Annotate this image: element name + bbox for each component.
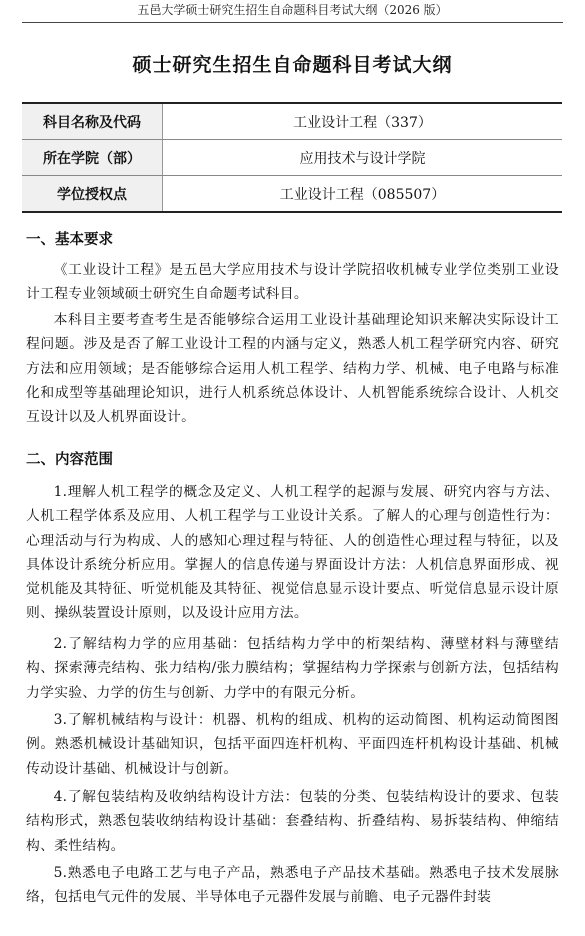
- info-label-degree: 学位授权点: [22, 176, 163, 213]
- document-title: 硕士研究生招生自命题科目考试大纲: [132, 54, 453, 76]
- info-label-subject: 科目名称及代码: [22, 103, 163, 140]
- info-row-subject: [22, 103, 562, 140]
- paragraph-item-5: 5.熟悉电子电路工艺与电子产品，熟悉电子产品技术基础。熟悉电子技术发展脉络，包括电气元件的发展、半导体电子元器件发展与前瞻、电子元器件封装: [26, 865, 559, 906]
- paragraph-item-4: 4.了解包装结构及收纳结构设计方法：包装的分类、包装结构设计的要求、包装结构形式，熟悉包装收纳结构设计基础：套叠结构、折叠结构、易拆装结构、伸缩结构、柔性结构。: [26, 789, 559, 854]
- running-header: 五邑大学硕士研究生招生自命题科目考试大纲（2026 版）: [22, 0, 563, 23]
- section-heading-basic-requirements: 一、基本要求: [26, 232, 113, 248]
- subject-info-table: [22, 102, 562, 213]
- paragraph-assessment-goals: 本科目主要考查考生是否能够综合运用工业设计基础理论知识来解决实际设计工程问题。涉及是否了解工业设计工程的内涵与定义，熟悉人机工程学研究内容、研究方法和应用领域；是否能够综合运用人机工程学、结构力学、机械、电子电路与标准化和成型等基础理论知识，进行人机系统总体设计、人机智能系统综合设计、人机交互设计以及人机界面设计。: [26, 312, 559, 426]
- info-row-college: [22, 140, 562, 176]
- info-row-degree: [22, 176, 562, 213]
- info-value-subject: 工业设计工程（337）: [163, 103, 563, 140]
- info-value-college: 应用技术与设计学院: [163, 140, 563, 176]
- paragraph-course-intro: 《工业设计工程》是五邑大学应用技术与设计学院招收机械专业学位类别工业设计工程专业领域硕士研究生自命题考试科目。: [26, 262, 559, 303]
- paragraph-item-1: 1.理解人机工程学的概念及定义、人机工程学的起源与发展、研究内容与方法、人机工程学体系及应用、人机工程学与工业设计关系。了解人的心理与创造性行为：心理活动与行为构成、人的感知心理过程与特征、人的创造性心理过程与特征，以及具体设计系统分析应用。掌握人的信息传递与界面设计方法：人机信息界面形成、视觉机能及其特征、听觉机能及其特征、视觉信息显示设计要点、听觉信息显示设计原则、操纵装置设计原则，以及设计应用方法。: [26, 484, 559, 622]
- paragraph-item-3: 3.了解机械结构与设计：机器、机构的组成、机构的运动简图、机构运动简图图例。熟悉机械设计基础知识，包括平面四连杆机构、平面四连杆机构设计基础、机械传动设计基础、机械设计与创新。: [26, 712, 559, 777]
- section-heading-content-scope: 二、内容范围: [26, 452, 113, 468]
- info-value-degree: 工业设计工程（085507）: [163, 176, 563, 213]
- paragraph-item-2: 2.了解结构力学的应用基础：包括结构力学中的桁架结构、薄壁材料与薄壁结构、探索薄壳结构、张力结构/张力膜结构；掌握结构力学探索与创新方法，包括结构力学实验、力学的仿生与创新、力学中的有限元分析。: [26, 636, 559, 701]
- info-label-college: 所在学院（部）: [22, 140, 163, 176]
